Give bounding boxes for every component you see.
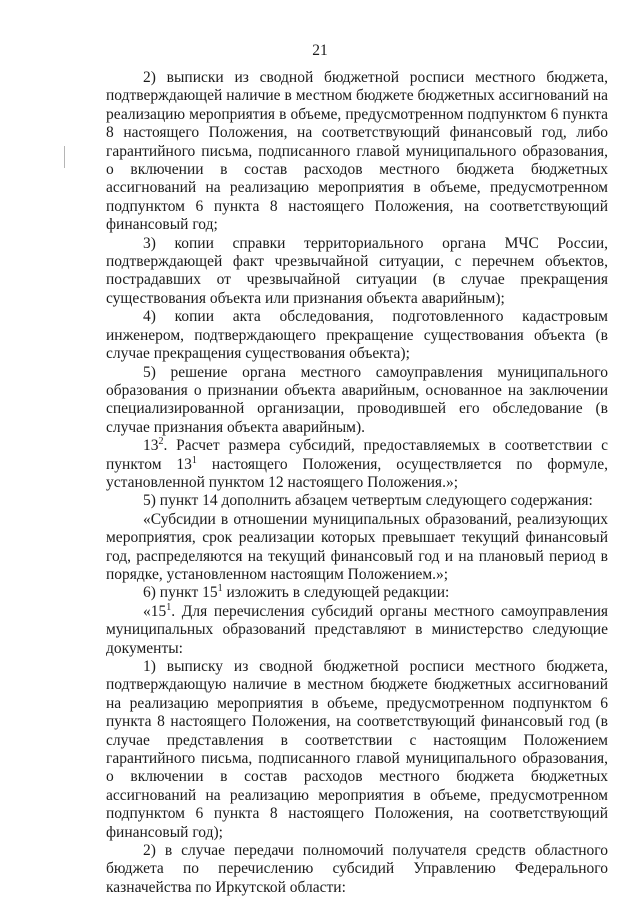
paragraph-treasury-transfer: 2) в случае передачи полномочий получателя средств областного бюджета по перечислению субсидий Управлению Федерального казначейства по Иркутской области:	[106, 842, 608, 896]
scan-artifact-line	[64, 146, 65, 168]
paragraph-subsidy-calculation	[106, 437, 608, 492]
paragraph-item-14-amendment: 5) пункт 14 дополнить абзацем четвертым следующего содержания:	[143, 492, 593, 510]
paragraph-item-15-1-text	[106, 603, 608, 658]
text-fragment: изложить в следующей редакции:	[222, 584, 450, 602]
page-number: 21	[312, 42, 328, 59]
text-fragment: . Для перечисления субсидий органы местного самоуправления муниципальных образований представляют в министерство следующие документы:	[106, 602, 608, 657]
text-fragment: 13	[143, 437, 159, 455]
text-fragment: . Расчет размера субсидий, предоставляемых в соответствии с пунктом 13	[106, 437, 608, 473]
text-fragment: «15	[143, 602, 167, 620]
paragraph-inspection-act: 4) копии акта обследования, подготовленного кадастровым инженером, подтверждающего прекращение существования объекта (в случае прекращения существования объекта);	[106, 308, 608, 363]
superscript: 1	[166, 601, 172, 613]
paragraph-subsidy-distribution: «Субсидии в отношении муниципальных образований, реализующих мероприятия, срок реализации которых превышает текущий финансовый год, распределяются на текущий финансовый год и на плановый период в порядке, установленном настоящим Положением.»;	[106, 510, 608, 583]
paragraph-emergency-certificate: 3) копии справки территориального органа МЧС России, подтверждающей факт чрезвычайной ситуации, с перечнем объектов, пострадавших от чрезвычайной ситуации (в случае прекращения существования объекта или признания объекта аварийным);	[106, 234, 608, 307]
document-body	[106, 69, 608, 897]
paragraph-item-15-1-new-edition	[106, 584, 608, 602]
text-fragment: настоящего Положения, осуществляется по формуле, установленной пунктом 12 настоящего Положения.»;	[106, 455, 609, 491]
paragraph-extract-budget-list: 2) выписки из сводной бюджетной росписи местного бюджета, подтверждающей наличие в местном бюджете бюджетных ассигнований на реализацию мероприятия в объеме, предусмотренном подпунктом 6 пункта 8 настоящего Положения, на соответствующий финансовый год, либо гарантийного письма, подписанного главой муниципального образования, о включении в состав расходов местного бюджета бюджетных ассигнований на реализацию мероприятия в объеме, предусмотренном подпунктом 6 пункта 8 настоящего Положения, на соответствующий финансовый год;	[106, 69, 608, 234]
paragraph-local-authority-decision: 5) решение органа местного самоуправления муниципального образования о признании объекта аварийным, основанное на заключении специализированной организации, проводившей его обследование (в случае признания объекта аварийным).	[106, 363, 608, 436]
paragraph-budget-extract-requirement: 1) выписку из сводной бюджетной росписи местного бюджета, подтверждающую наличие в местном бюджете бюджетных ассигнований на реализацию мероприятия в объеме, предусмотренном подпунктом 6 пункта 8 настоящего Положения, на соответствующий финансовый год (в случае представления в соответствии с настоящим Положением гарантийного письма, подписанного главой муниципального образования, о включении в состав расходов местного бюджета бюджетных ассигнований на реализацию мероприятия в объеме, предусмотренном подпунктом 6 пункта 8 настоящего Положения, на соответствующий финансовый год);	[106, 658, 608, 841]
superscript: 1	[191, 454, 197, 466]
superscript: 1	[217, 583, 223, 595]
superscript: 2	[158, 436, 164, 448]
text-fragment: 6) пункт 15	[143, 584, 218, 602]
